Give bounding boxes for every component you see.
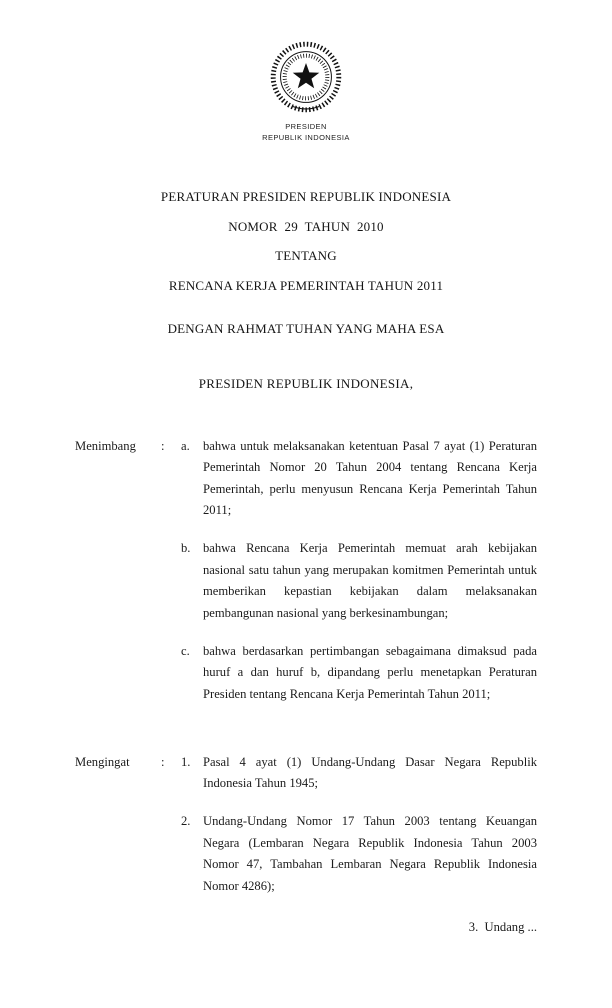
catchword: 3. Undang ... [468, 919, 537, 934]
item-text: bahwa untuk melaksanakan ketentuan Pasal 7 ayat (1) Peraturan Pemerintah Nomor 20 Tahun 2004 tentang Rencana Kerja Pemerintah, perlu menyusun Rencana Kerja Pemerintah Tahun 2011; [203, 438, 537, 518]
tentang-label: TENTANG [275, 248, 337, 263]
list-item [181, 752, 537, 795]
regulation-number: NOMOR 29 TAHUN 2010 [228, 218, 384, 234]
item-marker: 2. [181, 814, 191, 829]
item-text: bahwa berdasarkan pertimbangan sebagaimana dimaksud pada huruf a dan huruf b, dipandang perlu menetapkan Peraturan Presiden tentang Rencana Kerja Pemerintah Tahun 2011; [203, 643, 537, 702]
clause-items [181, 752, 537, 898]
list-item [181, 811, 537, 898]
letterhead-presiden: PRESIDEN [285, 122, 327, 131]
clause-label: Mengingat [75, 754, 130, 769]
item-marker: c. [181, 643, 190, 658]
list-item [181, 641, 537, 706]
item-text: bahwa Rencana Kerja Pemerintah memuat arah kebijakan nasional satu tahun yang merupakan komitmen Pemerintah untuk memberikan kepastian kebijakan dalam melaksanakan pembangunan nasional yang berkesinambungan; [203, 541, 537, 621]
clause-items [181, 436, 537, 706]
letterhead-text [75, 122, 537, 143]
document-body [75, 436, 537, 935]
regulation-title: PERATURAN PRESIDEN REPUBLIK INDONESIA [160, 189, 452, 204]
issuer-line: PRESIDEN REPUBLIK INDONESIA, [198, 375, 414, 391]
invocation-line: DENGAN RAHMAT TUHAN YANG MAHA ESA [167, 320, 445, 336]
item-marker: a. [181, 438, 190, 453]
item-marker: b. [181, 541, 191, 556]
clause-colon: : [161, 754, 165, 769]
list-item [181, 538, 537, 625]
letterhead [75, 36, 537, 143]
list-item [181, 436, 537, 523]
letterhead-republik-indonesia: REPUBLIK INDONESIA [262, 132, 350, 142]
clause-label: Menimbang [75, 438, 136, 453]
presidential-seal-icon [265, 36, 347, 118]
section-mengingat [75, 752, 537, 898]
item-marker: 1. [181, 754, 191, 769]
item-text: Pasal 4 ayat (1) Undang-Undang Dasar Negara Republik Indonesia Tahun 1945; [203, 754, 537, 791]
regulation-subject: RENCANA KERJA PEMERINTAH TAHUN 2011 [168, 277, 444, 293]
title-block [75, 189, 537, 392]
item-text: Undang-Undang Nomor 17 Tahun 2003 tentang Keuangan Negara (Lembaran Negara Republik Indonesia Tahun 2003 Nomor 47, Tambahan Lembaran Negara Republik Indonesia Nomor 4286); [203, 814, 537, 893]
section-menimbang [75, 436, 537, 706]
clause-colon: : [161, 438, 165, 453]
